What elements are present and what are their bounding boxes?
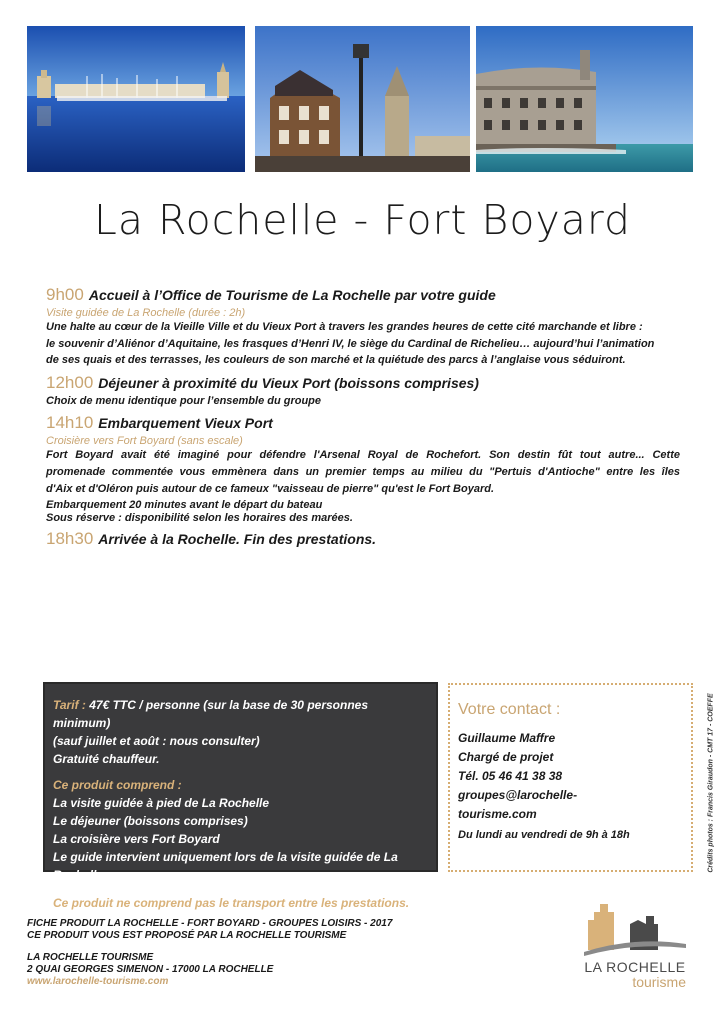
tarif-note: (sauf juillet et août : nous consulter) bbox=[53, 734, 260, 748]
footer-line: CE PRODUIT VOUS EST PROPOSÉ PAR LA ROCHELLE TOURISME bbox=[27, 930, 347, 941]
step-subtitle: Croisière vers Fort Boyard (sans escale) bbox=[46, 435, 243, 448]
program bbox=[46, 285, 680, 549]
footer-line: 2 QUAI GEORGES SIMENON - 17000 LA ROCHELLE bbox=[27, 964, 274, 975]
contact-name: Guillaume Maffre bbox=[458, 731, 556, 745]
tarif-line bbox=[53, 696, 428, 732]
step-18h30 bbox=[46, 529, 680, 549]
step-text: de ses quais et des terrasses, les couleurs de son marché et la quiétude des parcs à l’anglaise vous séduiront. bbox=[46, 354, 626, 367]
step-text: promenade commentée vous emmènera dans un premier temps au milieu du "Pertuis d'Antioche" entre les îles bbox=[46, 465, 680, 478]
contact-phone[interactable]: Tél. 05 46 41 38 38 bbox=[458, 769, 563, 783]
photo-credits: Crédits photos : Francis Giraudon - CMT 17 - COEFFE bbox=[707, 693, 715, 873]
step-14h10 bbox=[46, 413, 680, 433]
footer bbox=[27, 918, 392, 988]
step-text: le souvenir d’Aliénor d’Aquitaine, les frasques d’Henri IV, le siège du Cardinal de Richelieu… aujourd’hui l’animation bbox=[46, 337, 655, 350]
step-text: Une halte au cœur de la Vieille Ville et du Vieux Port à travers les grandes heures de cette cité marchande et libre : bbox=[46, 321, 643, 333]
photo-old-town bbox=[255, 26, 470, 172]
photo-fort-boyard bbox=[476, 26, 693, 172]
includes-item: La croisière vers Fort Boyard bbox=[53, 832, 220, 846]
contact-email[interactable] bbox=[458, 786, 691, 824]
step-text: Embarquement 20 minutes avant le départ du bateau bbox=[46, 499, 323, 512]
photo-harbour bbox=[27, 26, 245, 172]
step-12h00 bbox=[46, 373, 680, 393]
includes-item: La visite guidée à pied de La Rochelle bbox=[53, 796, 270, 810]
step-time: 18h30 bbox=[46, 529, 94, 549]
step-time: 14h10 bbox=[46, 413, 94, 433]
step-time: 9h00 bbox=[46, 285, 84, 304]
includes-item: Le guide intervient uniquement lors de la visite guidée de La Rochelle. bbox=[53, 850, 398, 882]
contact-hours: Du lundi au vendredi de 9h à 18h bbox=[458, 829, 630, 841]
footer-line: LA ROCHELLE TOURISME bbox=[27, 952, 154, 963]
contact-role: Chargé de projet bbox=[458, 750, 554, 764]
excludes-note: Ce produit ne comprend pas le transport entre les prestations. bbox=[53, 896, 410, 910]
step-text: Fort Boyard avait été imaginé pour défendre l'Arsenal Royal de Rochefort. Son destin fût tout autre... Cette bbox=[46, 449, 680, 462]
logo-text: LA ROCHELLE bbox=[584, 959, 686, 975]
includes-item: Le déjeuner (boissons comprises) bbox=[53, 814, 248, 828]
footer-line: FICHE PRODUIT LA ROCHELLE - FORT BOYARD - GROUPES LOISIRS - 2017 bbox=[27, 918, 393, 929]
tarif-box bbox=[43, 682, 438, 910]
logo-subtext: tourisme bbox=[632, 974, 686, 990]
contact-title: Votre contact : bbox=[458, 701, 561, 718]
contact-box bbox=[448, 683, 693, 872]
step-9h00 bbox=[46, 285, 680, 305]
step-time: 12h00 bbox=[46, 372, 94, 392]
tarif-label: Tarif : bbox=[53, 698, 86, 712]
logo-towers-icon bbox=[580, 890, 690, 958]
step-title: Arrivée à la Rochelle. Fin des prestations. bbox=[98, 531, 377, 548]
includes-title: Ce produit comprend : bbox=[53, 778, 182, 792]
photo-strip bbox=[27, 26, 693, 172]
contact-email-part1: groupes@larochelle- bbox=[458, 788, 578, 802]
step-text: Choix de menu identique pour l’ensemble du groupe bbox=[46, 394, 322, 407]
step-subtitle: Visite guidée de La Rochelle (durée : 2h) bbox=[46, 307, 246, 319]
la-rochelle-tourisme-logo bbox=[580, 890, 690, 990]
website-link[interactable]: www.larochelle-tourisme.com bbox=[27, 976, 169, 987]
step-text: Sous réserve : disponibilité selon les horaires des marées. bbox=[46, 512, 353, 525]
tarif-price: 47€ TTC / personne (sur la base de 30 personnes minimum) bbox=[53, 698, 368, 730]
step-title: Accueil à l’Office de Tourisme de La Rochelle par votre guide bbox=[88, 287, 496, 303]
contact-email-part2: tourisme.com bbox=[458, 807, 537, 821]
page-title: La Rochelle - Fort Boyard bbox=[94, 196, 631, 244]
step-title: Embarquement Vieux Port bbox=[98, 415, 273, 432]
tarif-driver: Gratuité chauffeur. bbox=[53, 752, 160, 766]
step-title: Déjeuner à proximité du Vieux Port (boissons comprises) bbox=[98, 374, 479, 391]
step-text: d'Aix et d'Oléron puis autour de ce fameux "vaisseau de pierre" qu'est le Fort Boyard. bbox=[46, 482, 495, 495]
